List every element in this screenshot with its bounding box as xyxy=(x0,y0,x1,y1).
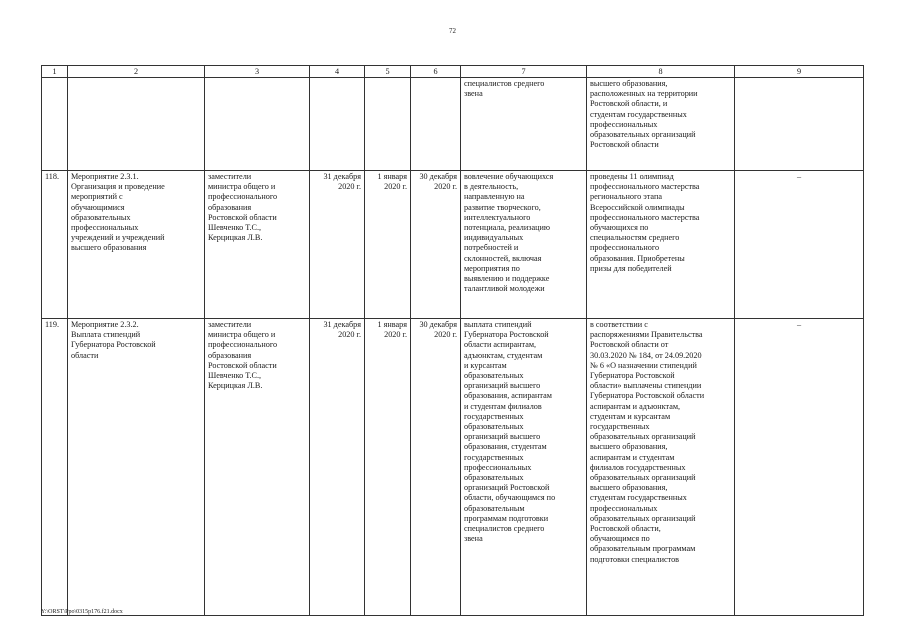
cell-text-line: образования, аспирантам xyxy=(464,391,552,401)
page-number: 72 xyxy=(449,27,456,35)
expected-result-cell xyxy=(461,171,587,319)
cell-text-line: заместители xyxy=(208,320,252,329)
cell-text-line: заместители xyxy=(208,172,252,181)
cell-text-line: распоряжениями Правительства xyxy=(590,330,703,340)
header-cell: 2 xyxy=(68,66,205,78)
header-cell: 9 xyxy=(735,66,864,78)
cell-text-line: Ростовской области xyxy=(208,360,277,370)
cell-text-line: 31 декабря xyxy=(323,172,361,181)
cell-text-line: 2020 г. xyxy=(338,330,361,340)
cell-text-line: аспирантам и адъюнктам, xyxy=(590,401,681,411)
expected-result-cell xyxy=(461,319,587,616)
cell-text-line: интеллектуального xyxy=(464,212,531,222)
deadline-cell xyxy=(310,171,365,319)
cell-text-line: в соответствии с xyxy=(590,320,648,329)
cell-text-line: расположенных на территории xyxy=(590,89,698,99)
cell-text-line: Ростовской области xyxy=(208,212,277,222)
cell-text-line: образования xyxy=(208,202,252,212)
cell-text-line: Губернатора Ростовской xyxy=(71,340,156,350)
cell-text-line: 30 декабря xyxy=(419,320,457,329)
event-cell xyxy=(68,171,205,319)
cell-text-line: развитие творческого, xyxy=(464,202,541,212)
cell-text-line: образовательным xyxy=(464,503,525,513)
cell-text-line: 30.03.2020 № 184, от 24.09.2020 xyxy=(590,350,702,360)
cell-text-line: высшего образования, xyxy=(590,79,668,88)
cell-text-line: высшего образования, xyxy=(590,442,668,452)
cell-text-line: области аспирантам, xyxy=(464,340,537,350)
cell-text-line: профессиональных xyxy=(590,503,658,513)
cell-text-line: профессиональных xyxy=(464,462,532,472)
empty-cell xyxy=(205,78,310,171)
empty-cell xyxy=(310,78,365,171)
cell-text-line: и студентам филиалов xyxy=(464,401,542,411)
cell-text-line: 1 января xyxy=(377,320,407,329)
cell-text-line: обучающимся по xyxy=(590,534,650,544)
empty-cell xyxy=(68,78,205,171)
cell-text-line: адъюнктам, студентам xyxy=(464,350,543,360)
cell-text-line: Ростовской области от xyxy=(590,340,669,350)
cell-text-line: высшего образования, xyxy=(590,483,668,493)
cell-text-line: Ростовской области xyxy=(590,140,659,150)
cell-text-line: и курсантам xyxy=(464,360,507,370)
cell-text-line: образовательных организаций xyxy=(590,473,696,483)
cell-text-line: образовательным программам xyxy=(590,544,696,554)
cell-text-line: Мероприятие 2.3.1. xyxy=(71,172,139,181)
cell-text-line: Шевченко Т.С., xyxy=(208,371,262,381)
cell-text-line: 31 декабря xyxy=(323,320,361,329)
cell-text-line: Керцицкая Л.В. xyxy=(208,233,263,243)
cell-text-line: образовательных xyxy=(464,473,524,483)
cell-text-line: выплата стипендий xyxy=(464,320,532,329)
cell-text-line: организаций высшего xyxy=(464,432,541,442)
cell-text-line: образовательных xyxy=(71,212,131,222)
cell-text-line: аспирантам и студентам xyxy=(590,452,675,462)
cell-text-line: профессионального xyxy=(590,243,660,253)
table-row xyxy=(42,319,864,616)
note-cell: – xyxy=(735,171,864,319)
header-cell: 6 xyxy=(411,66,461,78)
start-date-cell xyxy=(365,319,411,616)
row-number: 118. xyxy=(42,171,68,319)
cell-text-line: 2020 г. xyxy=(384,330,407,340)
start-date-cell xyxy=(365,171,411,319)
deadline-cell xyxy=(310,319,365,616)
cell-text-line: Губернатора Ростовской xyxy=(464,330,549,340)
cell-text-line: мероприятий с xyxy=(71,192,123,202)
cell-text-line: Губернатора Ростовской области xyxy=(590,391,705,401)
table-row xyxy=(42,171,864,319)
cell-text-line: звена xyxy=(464,534,483,544)
cell-text-line: в деятельность, xyxy=(464,182,519,192)
continuation-actual-cell xyxy=(587,78,735,171)
cell-text-line: выявлению и поддержке xyxy=(464,274,550,284)
cell-text-line: обучающимися xyxy=(71,202,125,212)
event-cell xyxy=(68,319,205,616)
cell-text-line: призы для победителей xyxy=(590,263,672,273)
cell-text-line: области» выплачены стипендии xyxy=(590,381,702,391)
cell-text-line: студентам государственных xyxy=(590,493,687,503)
cell-text-line: организаций Ростовской xyxy=(464,483,550,493)
cell-text-line: проведены 11 олимпиад xyxy=(590,172,674,181)
empty-cell xyxy=(42,78,68,171)
cell-text-line: министра общего и xyxy=(208,330,276,340)
cell-text-line: Керцицкая Л.В. xyxy=(208,381,263,391)
empty-cell xyxy=(735,78,864,171)
cell-text-line: профессионального мастерства xyxy=(590,212,700,222)
cell-text-line: программам подготовки xyxy=(464,513,549,523)
cell-text-line: обучающихся по xyxy=(590,223,649,233)
header-cell: 3 xyxy=(205,66,310,78)
cell-text-line: Ростовской области, и xyxy=(590,99,668,109)
cell-text-line: регионального этапа xyxy=(590,192,662,202)
end-date-cell xyxy=(411,171,461,319)
cell-text-line: индивидуальных xyxy=(464,233,524,243)
cell-text-line: звена xyxy=(464,89,483,99)
cell-text-line: 2020 г. xyxy=(434,182,457,192)
cell-text-line: организаций высшего xyxy=(464,381,541,391)
file-path-footer: Y:\ORST\Ppo\0315p176.f21.docx xyxy=(41,609,123,615)
header-cell: 4 xyxy=(310,66,365,78)
cell-text-line: Шевченко Т.С., xyxy=(208,223,262,233)
responsible-cell xyxy=(205,171,310,319)
cell-text-line: учреждений и учреждений xyxy=(71,233,165,243)
cell-text-line: потенциала, реализацию xyxy=(464,223,550,233)
cell-text-line: филиалов государственных xyxy=(590,462,686,472)
cell-text-line: образовательных организаций xyxy=(590,432,696,442)
cell-text-line: 2020 г. xyxy=(338,182,361,192)
cell-text-line: 30 декабря xyxy=(419,172,457,181)
cell-text-line: области xyxy=(71,350,99,360)
report-table xyxy=(41,65,864,616)
cell-text-line: государственных xyxy=(464,452,524,462)
cell-text-line: студентам и курсантам xyxy=(590,411,671,421)
cell-text-line: 1 января xyxy=(377,172,407,181)
column-number-header xyxy=(42,66,864,78)
cell-text-line: высшего образования xyxy=(71,243,147,253)
cell-text-line: специалистов среднего xyxy=(464,79,545,88)
row-number: 119. xyxy=(42,319,68,616)
cell-text-line: Выплата стипендий xyxy=(71,330,141,340)
cell-text-line: мероприятия по xyxy=(464,263,520,273)
continuation-row xyxy=(42,78,864,171)
empty-cell xyxy=(411,78,461,171)
cell-text-line: образования. Приобретены xyxy=(590,253,685,263)
cell-text-line: подготовки специалистов xyxy=(590,554,680,564)
cell-text-line: государственных xyxy=(464,411,524,421)
header-cell: 1 xyxy=(42,66,68,78)
cell-text-line: образования xyxy=(208,350,252,360)
cell-text-line: Губернатора Ростовской xyxy=(590,371,675,381)
cell-text-line: вовлечение обучающихся xyxy=(464,172,554,181)
header-cell: 7 xyxy=(461,66,587,78)
cell-text-line: министра общего и xyxy=(208,182,276,192)
cell-text-line: № 6 «О назначении стипендий xyxy=(590,360,697,370)
cell-text-line: профессиональных xyxy=(71,223,139,233)
actual-result-cell xyxy=(587,171,735,319)
cell-text-line: специальностям среднего xyxy=(590,233,680,243)
header-cell: 8 xyxy=(587,66,735,78)
empty-cell xyxy=(365,78,411,171)
cell-text-line: образовательных xyxy=(464,371,524,381)
cell-text-line: образовательных организаций xyxy=(590,130,696,140)
cell-text-line: специалистов среднего xyxy=(464,524,545,534)
cell-text-line: направленную на xyxy=(464,192,525,202)
cell-text-line: 2020 г. xyxy=(384,182,407,192)
cell-text-line: образовательных организаций xyxy=(590,513,696,523)
cell-text-line: профессиональных xyxy=(590,119,658,129)
cell-text-line: Ростовской области, xyxy=(590,524,661,534)
cell-text-line: области, обучающимся по xyxy=(464,493,556,503)
cell-text-line: профессионального мастерства xyxy=(590,182,700,192)
cell-text-line: образования, студентам xyxy=(464,442,547,452)
cell-text-line: талантливой молодежи xyxy=(464,284,545,294)
cell-text-line: профессионального xyxy=(208,340,278,350)
responsible-cell xyxy=(205,319,310,616)
cell-text-line: образовательных xyxy=(464,422,524,432)
cell-text-line: профессионального xyxy=(208,192,278,202)
cell-text-line: Организация и проведение xyxy=(71,182,165,192)
cell-text-line: государственных xyxy=(590,422,650,432)
header-cell: 5 xyxy=(365,66,411,78)
end-date-cell xyxy=(411,319,461,616)
cell-text-line: склонностей, включая xyxy=(464,253,542,263)
actual-result-cell xyxy=(587,319,735,616)
cell-text-line: потребностей и xyxy=(464,243,519,253)
cell-text-line: Всероссийской олимпиады xyxy=(590,202,685,212)
cell-text-line: Мероприятие 2.3.2. xyxy=(71,320,139,329)
note-cell: – xyxy=(735,319,864,616)
continuation-expected-cell xyxy=(461,78,587,171)
cell-text-line: 2020 г. xyxy=(434,330,457,340)
cell-text-line: студентам государственных xyxy=(590,109,687,119)
